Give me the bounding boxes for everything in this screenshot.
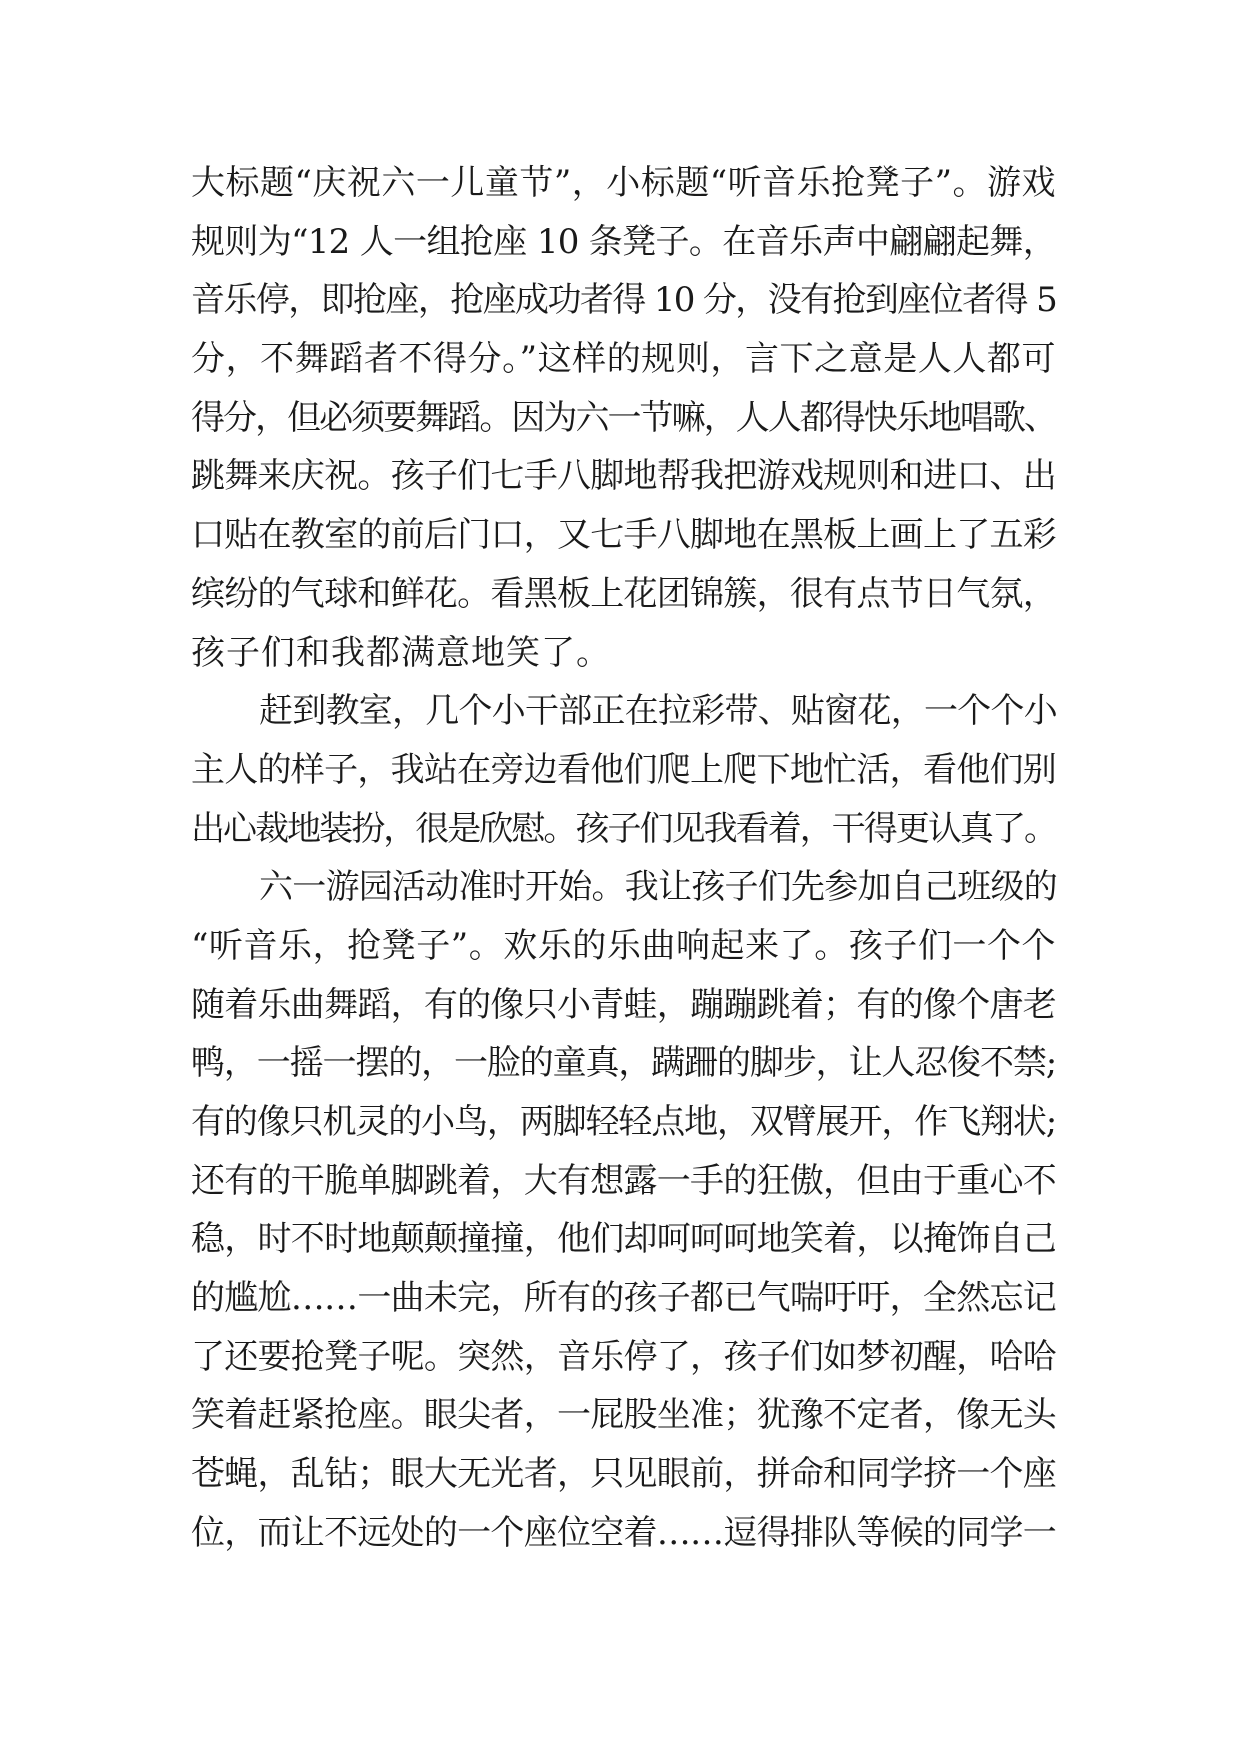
text-line: 苍蝇，乱钻；眼大无光者，只见眼前，拼命和同学挤一个座: [191, 1454, 1056, 1495]
text-line: 主人的样子，我站在旁边看他们爬上爬下地忙活，看他们别: [191, 749, 1056, 790]
paragraph-first-line: 六一游园活动准时开始。我让孩子们先参加自己班级的: [259, 867, 1057, 908]
text-line: 分，不舞蹈者不得分。”这样的规则，言下之意是人人都可: [191, 339, 1056, 380]
text-line: 随着乐曲舞蹈，有的像只小青蛙，蹦蹦跳着；有的像个唐老: [191, 984, 1056, 1025]
text-line: 得分，但必须要舞蹈。因为六一节嘛，人人都得快乐地唱歌、: [191, 397, 1056, 438]
text-line: 口贴在教室的前后门口，又七手八脚地在黑板上画上了五彩: [191, 515, 1056, 556]
text-line: 出心裁地装扮，很是欣慰。孩子们见我看着，干得更认真了。: [191, 808, 1056, 849]
paragraph-first-line: 赶到教室，几个小干部正在拉彩带、贴窗花，一个个小: [259, 691, 1057, 732]
text-line: 大标题“庆祝六一儿童节”，小标题“听音乐抢凳子”。游戏: [191, 163, 1057, 203]
text-line: 缤纷的气球和鲜花。看黑板上花团锦簇，很有点节日气氛，: [191, 573, 1056, 614]
text-line: 鸭，一摇一摆的，一脸的童真，蹒跚的脚步，让人忍俊不禁;: [191, 1043, 1056, 1084]
text-line: 稳，时不时地颠颠撞撞，他们却呵呵呵地笑着，以掩饰自己: [191, 1219, 1056, 1260]
text-line: 音乐停，即抢座，抢座成功者得 10 分，没有抢到座位者得 5: [191, 280, 1056, 321]
text-line: 还有的干脆单脚跳着，大有想露一手的狂傲，但由于重心不: [191, 1160, 1056, 1201]
text-line: 位，而让不远处的一个座位空着……逗得排队等候的同学一: [191, 1512, 1056, 1553]
text-line: 笑着赶紧抢座。眼尖者，一屁股坐准；犹豫不定者，像无头: [191, 1395, 1056, 1436]
text-line: 了还要抢凳子呢。突然，音乐停了，孩子们如梦初醒，哈哈: [191, 1336, 1056, 1377]
body-text: [191, 154, 1056, 1563]
text-line: “听音乐，抢凳子”。欢乐的乐曲响起来了。孩子们一个个: [191, 925, 1056, 966]
text-line: 跳舞来庆祝。孩子们七手八脚地帮我把游戏规则和进口、出: [191, 456, 1056, 497]
text-line: 规则为“12 人一组抢座 10 条凳子。在音乐声中翩翩起舞，: [191, 221, 1056, 262]
text-line: 孩子们和我都满意地笑了。: [191, 632, 611, 673]
text-line: 有的像只机灵的小鸟，两脚轻轻点地，双臂展开，作飞翔状;: [191, 1102, 1056, 1142]
text-line: 的尴尬……一曲未完，所有的孩子都已气喘吁吁，全然忘记: [191, 1278, 1056, 1319]
